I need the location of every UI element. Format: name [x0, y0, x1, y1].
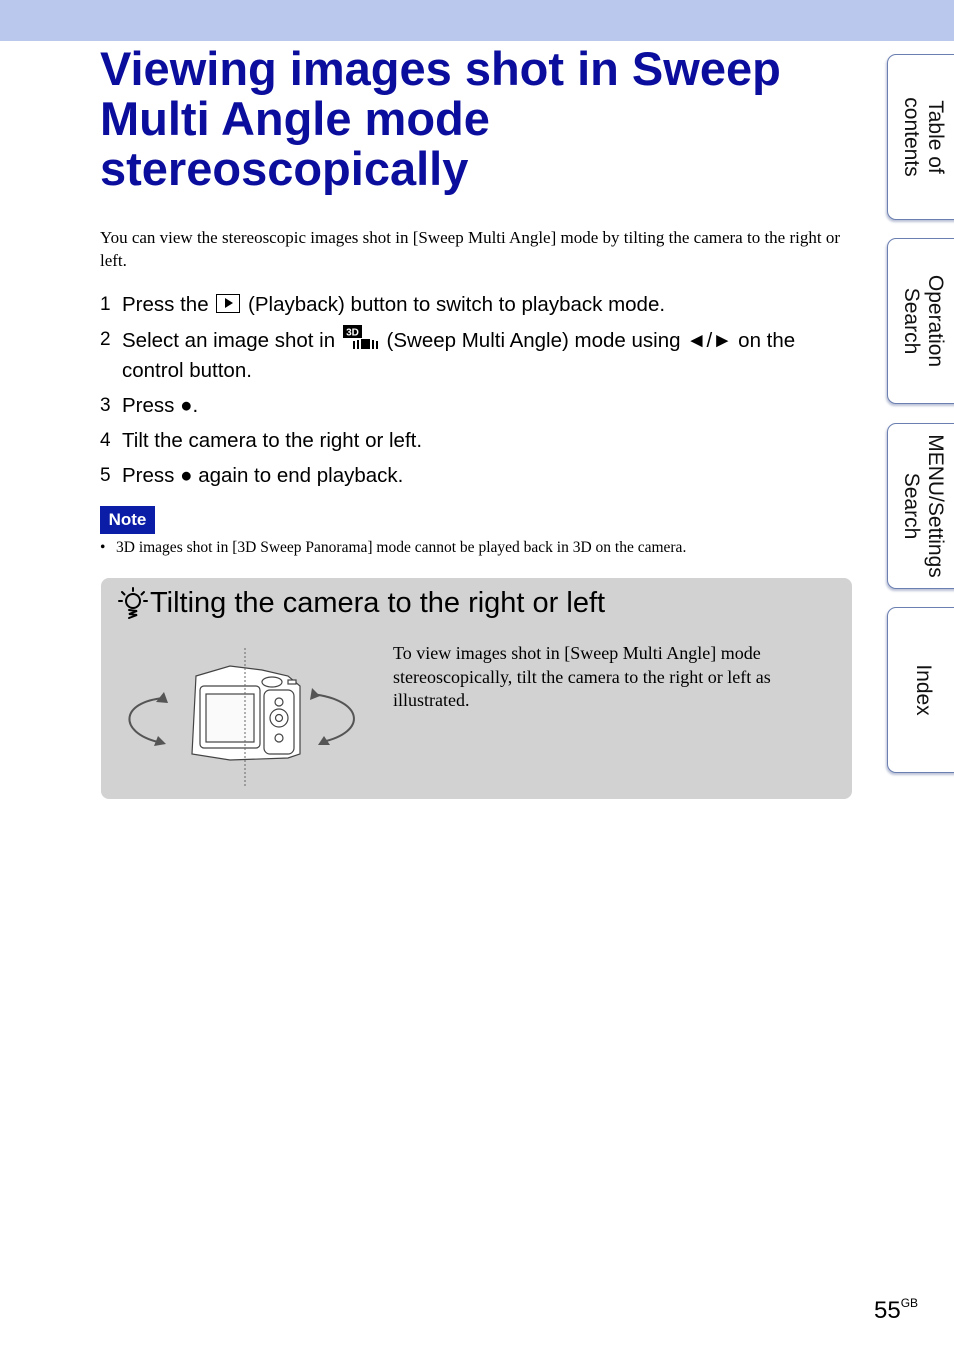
tab-index[interactable]	[887, 607, 954, 773]
page-number-value: 55	[874, 1297, 901, 1324]
tab-label: MENU/Settings Search	[900, 434, 947, 578]
step-text: .	[192, 394, 199, 417]
tab-operation-search[interactable]	[887, 238, 954, 404]
note-label: Note	[100, 506, 155, 534]
page-number-suffix: GB	[900, 1296, 919, 1310]
step-text: Select an image shot in	[122, 329, 336, 352]
rotate-right-arrow	[312, 694, 354, 742]
note-text: 3D images shot in [3D Sweep Panorama] mode cannot be played back in 3D on the camera.	[116, 539, 687, 556]
step-number: 5	[100, 465, 111, 486]
center-button-icon: ●	[180, 464, 193, 487]
step-number: 4	[100, 430, 111, 451]
tip-text: To view images shot in [Sweep Multi Angle] mode stereoscopically, tilt the camera to the right or left as illustrated.	[393, 643, 771, 710]
header-band	[0, 0, 954, 41]
camera-tilt-illustration	[112, 646, 372, 788]
step-number: 2	[100, 329, 111, 350]
step-text: (Playback) button to switch to playback mode.	[248, 293, 666, 316]
step-number: 1	[100, 294, 111, 315]
note-item	[100, 538, 860, 558]
tab-table-of-contents[interactable]	[887, 54, 954, 220]
note-bullet: •	[100, 539, 106, 556]
tab-label: Table of contents	[900, 97, 947, 177]
page-number	[874, 1288, 918, 1326]
sma-icon-label: 3D	[345, 327, 359, 339]
step-text: Press	[122, 464, 175, 487]
step-text: (Sweep Multi Angle) mode using ◄/► on the control button.	[122, 329, 796, 382]
lightbulb-hint-icon	[116, 586, 150, 622]
intro-paragraph: You can view the stereoscopic images shot in [Sweep Multi Angle] mode by tilting the camera to the right or left.	[100, 228, 840, 270]
tab-menu-settings-search[interactable]	[887, 423, 954, 589]
tab-label: Operation Search	[900, 274, 947, 368]
step-1	[100, 290, 860, 320]
step-4	[100, 426, 860, 456]
sweep-multi-angle-icon	[343, 325, 379, 351]
steps-list	[100, 290, 860, 496]
playback-icon	[216, 294, 240, 313]
step-text: Press the	[122, 293, 209, 316]
page-title: Viewing images shot in Sweep Multi Angle mode stereoscopically	[100, 42, 781, 195]
step-text: Press	[122, 394, 175, 417]
step-2	[100, 325, 860, 386]
step-number: 3	[100, 395, 111, 416]
step-5	[100, 461, 860, 491]
step-text: Tilt the camera to the right or left.	[122, 429, 423, 452]
center-button-icon: ●	[180, 394, 193, 417]
step-3	[100, 391, 860, 421]
tip-heading: Tilting the camera to the right or left	[150, 587, 606, 619]
tab-label: Index	[912, 664, 935, 716]
step-text: again to end playback.	[198, 464, 404, 487]
rotate-left-arrow	[129, 698, 164, 742]
